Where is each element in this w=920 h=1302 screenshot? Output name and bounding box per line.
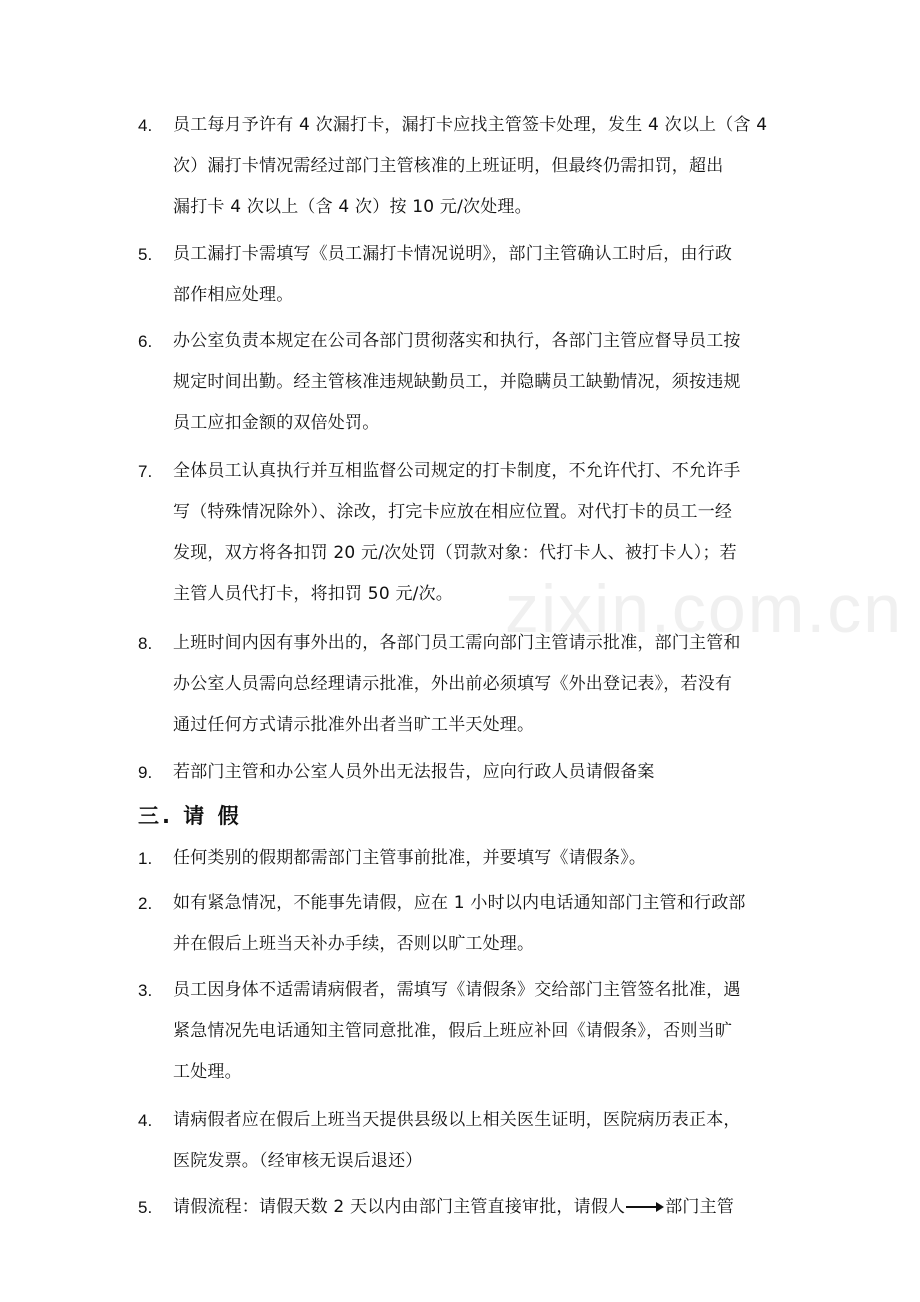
item-text <box>173 970 793 1093</box>
text-line <box>173 1187 793 1228</box>
text-line: 若部门主管和办公室人员外出无法报告，应向行政人员请假备案 <box>173 762 655 782</box>
item-text <box>173 883 793 965</box>
item-number: 1. <box>138 849 153 868</box>
item-text <box>173 105 793 228</box>
text-line: 办公室负责本规定在公司各部门贯彻落实和执行，各部门主管应督导员工按 <box>173 331 741 351</box>
item-number: 6. <box>138 332 153 351</box>
text-line: 并在假后上班当天补办手续，否则以旷工处理。 <box>173 934 535 954</box>
text-line: 如有紧急情况，不能事先请假，应在 1 小时以内电话通知部门主管和行政部 <box>173 893 746 913</box>
text-line: 任何类别的假期都需部门主管事前批准，并要填写《请假条》。 <box>173 848 647 868</box>
item-number: 4. <box>138 116 153 135</box>
text-line: 请病假者应在假后上班当天提供县级以上相关医生证明，医院病历表正本， <box>173 1110 741 1130</box>
item-number: 8. <box>138 634 153 653</box>
text-line: 主管人员代打卡，将扣罚 50 元/次。 <box>173 584 453 604</box>
text-line: 员工因身体不适需请病假者，需填写《请假条》交给部门主管签名批准，遇 <box>173 980 741 1000</box>
text-line: 工处理。 <box>173 1062 242 1082</box>
text-line: 上班时间内因有事外出的，各部门员工需向部门主管请示批准，部门主管和 <box>173 633 741 653</box>
item-text <box>173 321 793 444</box>
text-fragment: 部门主管 <box>665 1197 735 1217</box>
text-line: 通过任何方式请示批准外出者当旷工半天处理。 <box>173 715 535 735</box>
item-text <box>173 451 793 615</box>
text-fragment: 请假流程：请假天数 2 天以内由部门主管直接审批，请假人 <box>173 1197 626 1217</box>
text-line: 员工漏打卡需填写《员工漏打卡情况说明》，部门主管确认工时后，由行政 <box>173 244 733 264</box>
item-number: 4. <box>138 1111 153 1130</box>
item-text <box>173 623 793 746</box>
item-number: 2. <box>138 894 153 913</box>
text-line: 写（特殊情况除外）、涂改，打完卡应放在相应位置。对代打卡的员工一经 <box>173 502 733 522</box>
item-text <box>173 838 793 879</box>
text-line: 次）漏打卡情况需经过部门主管核准的上班证明，但最终仍需扣罚，超出 <box>173 156 724 176</box>
text-line: 全体员工认真执行并互相监督公司规定的打卡制度，不允许代打、不允许手 <box>173 461 741 481</box>
text-line: 紧急情况先电话通知主管同意批准，假后上班应补回《请假条》，否则当旷 <box>173 1021 733 1041</box>
item-number: 7. <box>138 462 153 481</box>
text-line: 发现，双方将各扣罚 20 元/次处罚（罚款对象：代打卡人、被打卡人）；若 <box>173 543 737 563</box>
text-line: 员工应扣金额的双倍处罚。 <box>173 413 380 433</box>
text-line: 部作相应处理。 <box>173 285 294 305</box>
item-number: 9. <box>138 763 153 782</box>
text-line: 规定时间出勤。经主管核准违规缺勤员工，并隐瞒员工缺勤情况，须按违规 <box>173 372 741 392</box>
watermark: zixin.com.cn <box>505 571 904 647</box>
item-text <box>173 234 793 316</box>
text-line: 办公室人员需向总经理请示批准，外出前必须填写《外出登记表》，若没有 <box>173 674 733 694</box>
item-text <box>173 1187 793 1228</box>
text-line: 员工每月予许有 4 次漏打卡，漏打卡应找主管签卡处理，发生 4 次以上（含 4 <box>173 115 768 135</box>
item-text <box>173 752 793 793</box>
item-number: 5. <box>138 1198 153 1217</box>
text-line: 漏打卡 4 次以上（含 4 次）按 10 元/次处理。 <box>173 197 532 217</box>
item-number: 5. <box>138 245 153 264</box>
item-number: 3. <box>138 981 153 1000</box>
text-line: 医院发票。（经审核无误后退还） <box>173 1151 423 1171</box>
item-text <box>173 1100 793 1182</box>
section-heading: 三. 请 假 <box>138 804 242 828</box>
arrow-right-icon <box>626 1202 664 1212</box>
